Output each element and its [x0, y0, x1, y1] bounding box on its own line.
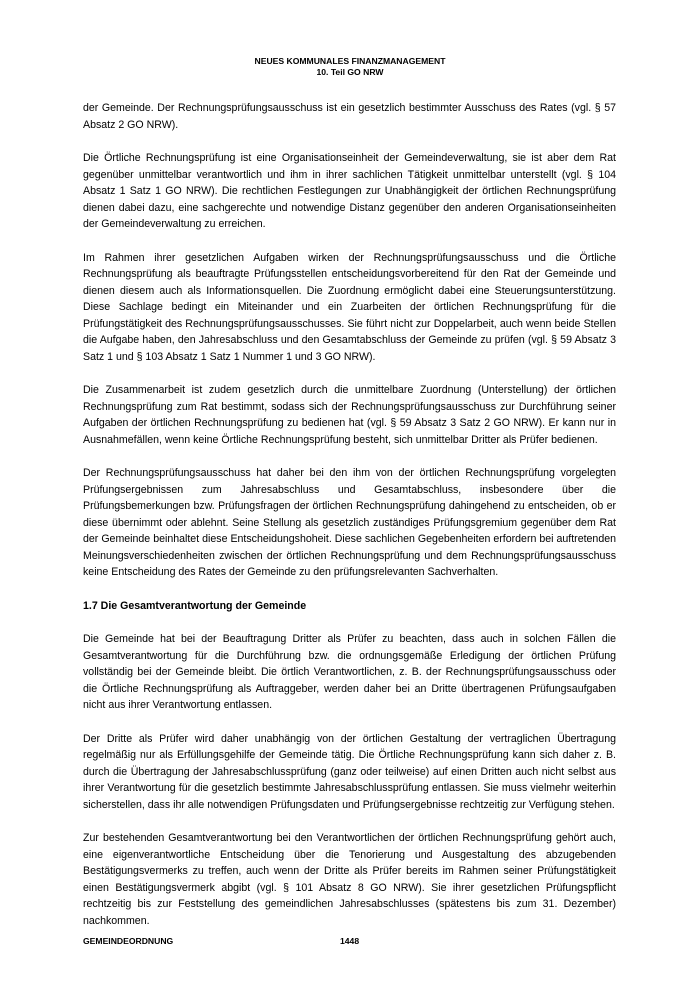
paragraph: Die Zusammenarbeit ist zudem gesetzlich durch die unmittelbare Zuordnung (Unterstellung) der örtlichen Rechnungsprüfung zum Rat bestimmt, sodass sich der Rechnungsprüfungsausschuss zur Durchführung seiner Aufgaben der örtlichen Rechnungsprüfung zu bedienen hat (vgl. § 59 Absatz 3 Satz 2 GO NRW). Er kann nur in Ausnahmefällen, wenn keine Örtliche Rechnungsprüfung besteht, sich unmittelbar Dritter als Prüfer bedienen.	[83, 384, 616, 446]
paragraph: Die Gemeinde hat bei der Beauftragung Dritter als Prüfer zu beachten, dass auch in solchen Fällen die Gesamtverantwortung für die Durchführung bzw. die ordnungsgemäße Erledigung der örtlichen Prüfung vollständig bei der Gemeinde bleibt. Die örtlich Verantwortlichen, z. B. der Rechnungsprüfungsausschuss oder die Örtliche Rechnungsprüfung als Auftraggeber, werden daher bei an Dritte übertragenen Prüfungsaufgaben nicht aus ihrer Verantwortung entlassen.	[83, 633, 616, 711]
paragraph: Die Örtliche Rechnungsprüfung ist eine Organisationseinheit der Gemeindeverwaltung, sie ist aber dem Rat gegenüber unmittelbar verantwortlich und ihm in ihrer sachlichen Tätigkeit unmittelbar unterstellt (vgl. § 104 Absatz 1 Satz 1 GO NRW). Die rechtlichen Festlegungen zur Unabhängigkeit der örtlichen Rechnungsprüfung dienen dabei dazu, eine sachgerechte und notwendige Distanz gegenüber den anderen Organisationseinheiten der Gemeindeverwaltung zu erreichen.	[83, 152, 616, 230]
header-subtitle: 10. Teil GO NRW	[316, 67, 384, 77]
page-header	[0, 56, 700, 78]
paragraph: Der Dritte als Prüfer wird daher unabhängig von der örtlichen Gestaltung der vertraglichen Übertragung regelmäßig nur als Erfüllungsgehilfe der Gemeinde tätig. Die Örtliche Rechnungsprüfung kann sich daher z. B. durch die Übertragung der Jahresabschlussprüfung (ganz oder teilweise) auf einen Dritten auch nicht selbst aus ihrer Verantwortung für die gesetzlich bestimmte Jahresabschlussprüfung entlassen. Sie muss vielmehr weiterhin sicherstellen, dass ihr alle notwendigen Prüfungsdaten und Prüfungsergebnisse rechtzeitig zur Verfügung stehen.	[83, 732, 616, 811]
paragraph: Zur bestehenden Gesamtverantwortung bei den Verantwortlichen der örtlichen Rechnungsprüfung gehört auch, eine eigenverantwortliche Entscheidung über die Tenorierung und Ausgestaltung des abzugebenden Bestätigungsvermerks zu treffen, auch wenn der Dritte als Prüfer bereits im Rahmen seiner Prüfungstätigkeit einen Bestätigungsvermerk abgibt (vgl. § 101 Absatz 8 GO NRW). Sie ihrer gesetzlichen Prüfungspflicht rechtzeitig bis zur Feststellung des gemeindlichen Jahresabschlusses (spätestens bis zum 31. Dezember) nachkommen.	[83, 832, 616, 927]
page-number: 1448	[340, 936, 360, 946]
footer-document-title: GEMEINDEORDNUNG	[83, 936, 174, 946]
paragraph: Der Rechnungsprüfungsausschuss hat daher bei den ihm von der örtlichen Rechnungsprüfung vorgelegten Prüfungsergebnissen zum Jahresabschluss und Gesamtabschluss, insbesondere über die Prüfungsbemerkungen bzw. Prüfungsfragen der örtlichen Rechnungsprüfung dahingehend zu entscheiden, ob er diese übernimmt oder ablehnt. Seine Stellung als gesetzlich zuständiges Prüfungsgremium gegenüber dem Rat der Gemeinde beinhaltet diese Entscheidungshoheit. Diese sachlichen Gegebenheiten erfordern bei auftretenden Meinungsverschiedenheiten zwischen der örtlichen Rechnungsprüfung und dem Rechnungsprüfungsausschuss keine Entscheidung des Rates der Gemeinde zu den prüfungsrelevanten Sachverhalten.	[83, 467, 616, 578]
paragraph: Im Rahmen ihrer gesetzlichen Aufgaben wirken der Rechnungsprüfungsausschuss und die Örtliche Rechnungsprüfung als beauftragte Prüfungsstellen entscheidungsvorbereitend für den Rat der Gemeinde und dienen diesem auch als Informationsquellen. Die Zuordnung ermöglicht dabei eine Steuerungsunterstützung. Diese Sachlage bedingt ein Miteinander und ein Zuarbeiten der örtlichen Rechnungsprüfung für die Prüfungstätigkeit des Rechnungsprüfungsausschusses. Sie führt nicht zur Doppelarbeit, auch wenn beide Stellen die Aufgabe haben, den Jahresabschluss und den Gesamtabschluss der Gemeinde zu prüfen (vgl. § 59 Absatz 3 Satz 1 und § 103 Absatz 1 Satz 1 Nummer 1 und 3 GO NRW).	[83, 251, 616, 363]
page-body	[83, 100, 616, 946]
paragraph: der Gemeinde. Der Rechnungsprüfungsausschuss ist ein gesetzlich bestimmter Ausschuss des Rates (vgl. § 57 Absatz 2 GO NRW).	[83, 102, 616, 131]
header-title: NEUES KOMMUNALES FINANZMANAGEMENT	[254, 56, 446, 66]
section-heading: 1.7 Die Gesamtverantwortung der Gemeinde	[83, 599, 307, 612]
